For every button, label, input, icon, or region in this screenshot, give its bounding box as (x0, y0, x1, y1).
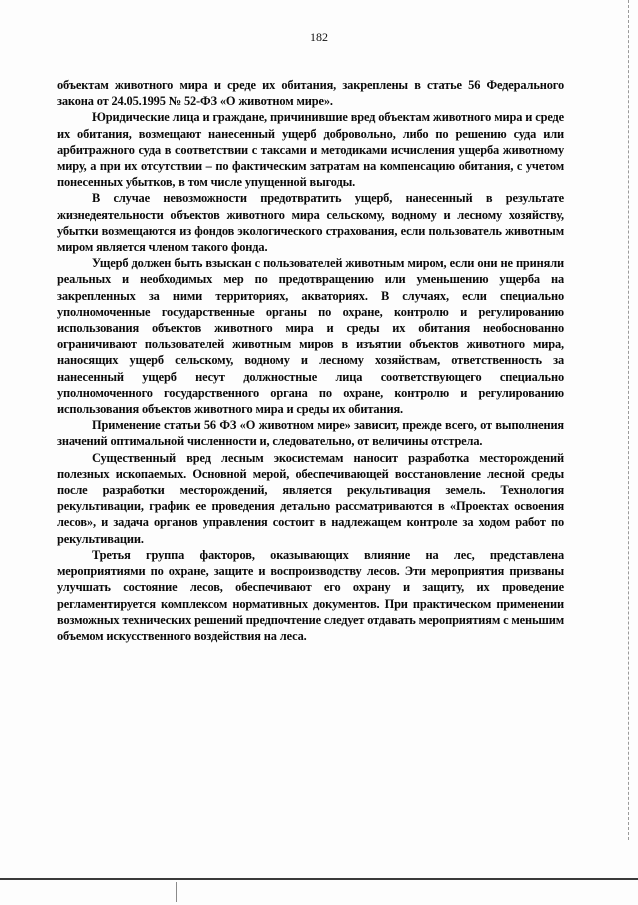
scan-edge-line (627, 0, 629, 840)
paragraph-impossibility: В случае невозможности предотвратить ущерб, нанесенный в результате жизнедеятельности объектов животного мира сельскому, водному и лесному хозяйству, убытки возмещаются из фондов экологического страхования, если пользователь животным миром является членом такого фонда. (57, 191, 564, 255)
bottom-rule (0, 878, 638, 880)
paragraph-third-group: Третья группа факторов, оказывающих влияние на лес, представлена мероприятиями по охране, защите и воспроизводству лесов. Эти мероприятия призваны улучшать состояние лесов, обеспечивают его охрану и защиту, их проведение регламентируется комплексом нормативных документов. При практическом применении возможных технических решений предпочтение следует отдавать мероприятиям с меньшим объемом искусственного воздействия на леса. (57, 547, 564, 643)
paragraph-damage-recovery: Ущерб должен быть взыскан с пользователей животным миром, если они не приняли реальных и необходимых мер по предотвращению или уменьшению ущерба на закрепленных за ними территориях, акваториях. В случаях, если специально уполномоченные государственные органы по охране, контролю и регулированию использования объектов животного мира и среды их обитания необоснованно ограничивают пользователей животным миров в изъятии объектов животного мира, наносящих ущерб сельскому, водному и лесному хозяйствам, ответственность за нанесенный ущерб несут должностные лица соответствующего специально уполномоченного государственного органа по охране, контролю и регулированию использования объектов животного мира и среды их обитания. (57, 256, 564, 417)
paragraph-article-56: Применение статьи 56 ФЗ «О животном мире» зависит, прежде всего, от выполнения значений оптимальной численности и, следовательно, от величины отстрела. (57, 418, 564, 449)
paragraph-legal-entities: Юридические лица и граждане, причинившие вред объектам животного мира и среде их обитания, возмещают нанесенный ущерб добровольно, либо по решению суда или арбитражного суда в соответствии с таксами и методиками исчисления ущерба животному миру, а при их отсутствии – по фактическим затратам на компенсацию обитания, с учетом понесенных убытков, в том числе упущенной выгоды. (57, 110, 564, 190)
body-text (57, 77, 564, 644)
paragraph-continuation: объектам животного мира и среде их обитания, закреплены в статье 56 Федерального закона от 24.05.1995 № 52-ФЗ «О животном мире». (57, 78, 564, 109)
paragraph-mining: Существенный вред лесным экосистемам наносит разработка месторождений полезных ископаемых. Основной мерой, обеспечивающей восстановление лесной среды после разработки месторождений, является рекультивация земель. Технология рекультивации, график ее проведения детально рассматриваются в «Проектах освоения лесов», и задача органов управления состоит в надлежащем контроле за ходом работ по рекультивации. (57, 450, 564, 546)
bottom-tick-mark (176, 882, 177, 902)
page-number: 182 (310, 30, 328, 44)
